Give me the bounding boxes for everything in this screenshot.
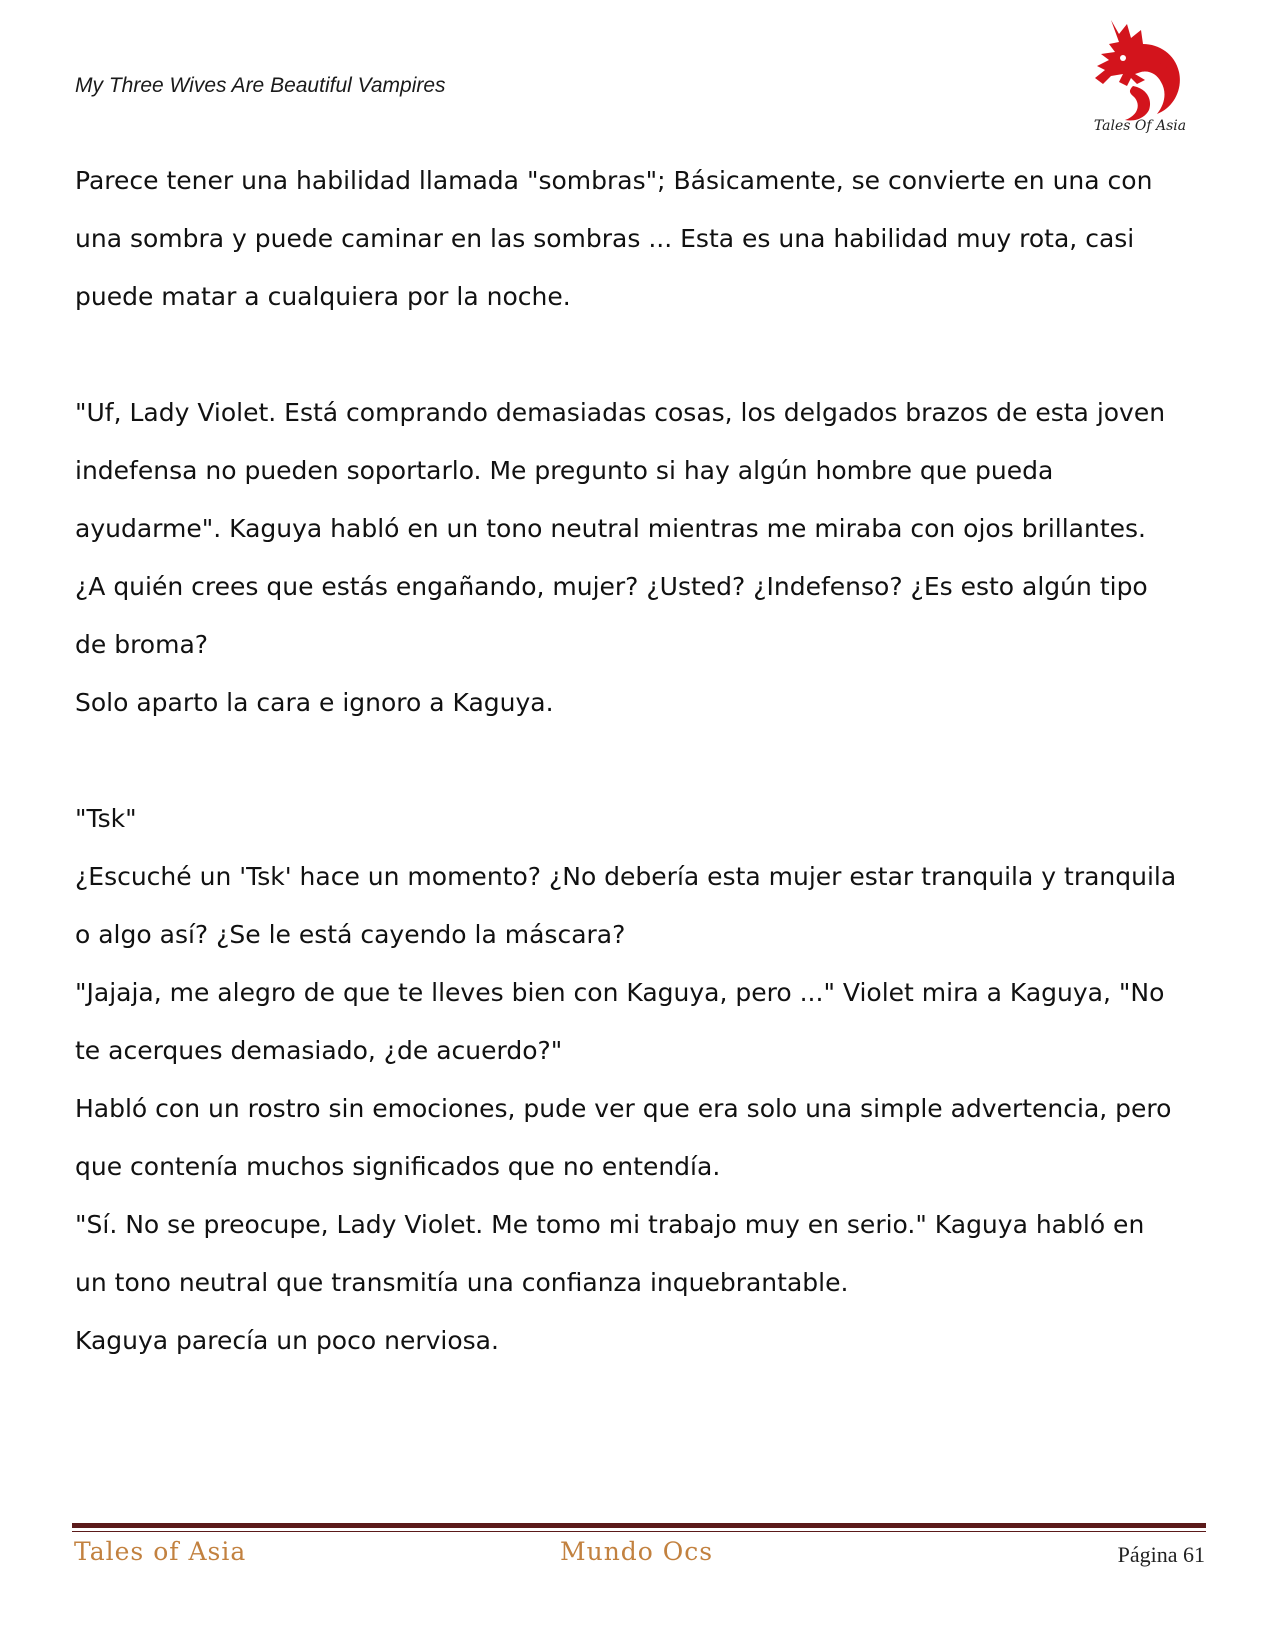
text-line: una sombra y puede caminar en las sombras ... Esta es una habilidad muy rota, casi xyxy=(75,224,1135,253)
text-line: "Jajaja, me alegro de que te lleves bien con Kaguya, pero ..." Violet mira a Kaguya, "No xyxy=(75,978,1165,1007)
text-line: Habló con un rostro sin emociones, pude ver que era solo una simple advertencia, pero xyxy=(75,1094,1172,1123)
text-line: "Sí. No se preocupe, Lady Violet. Me tomo mi trabajo muy en serio." Kaguya habló en xyxy=(75,1210,1145,1239)
text-line: te acerques demasiado, ¿de acuerdo?" xyxy=(75,1036,563,1065)
tales-of-asia-logo xyxy=(1075,14,1205,138)
text-line: de broma? xyxy=(75,630,209,659)
text-line: "Tsk" xyxy=(75,804,137,833)
page-header-title: My Three Wives Are Beautiful Vampires xyxy=(75,74,446,97)
text-line: ¿A quién crees que estás engañando, mujer? ¿Usted? ¿Indefenso? ¿Es esto algún tipo xyxy=(75,572,1148,601)
page-number: Página 61 xyxy=(1117,1542,1205,1567)
text-line: o algo así? ¿Se le está cayendo la máscara? xyxy=(75,920,626,949)
text-line: ayudarme". Kaguya habló en un tono neutral mientras me miraba con ojos brillantes. xyxy=(75,514,1146,543)
footer-site-name: Tales of Asia xyxy=(74,1537,247,1566)
text-line: Parece tener una habilidad llamada "sombras"; Básicamente, se convierte en una con xyxy=(75,166,1153,195)
paragraph-gap xyxy=(75,732,1205,790)
footer-center-text: Mundo Ocs xyxy=(560,1537,714,1566)
text-line: un tono neutral que transmitía una confianza inquebrantable. xyxy=(75,1268,849,1297)
footer-rule xyxy=(72,1523,1206,1528)
body-text xyxy=(75,152,1205,1370)
paragraph-gap xyxy=(75,326,1205,384)
text-line: Kaguya parecía un poco nerviosa. xyxy=(75,1326,499,1355)
text-line: "Uf, Lady Violet. Está comprando demasiadas cosas, los delgados brazos de esta joven xyxy=(75,398,1166,427)
text-line: que contenía muchos significados que no entendía. xyxy=(75,1152,721,1181)
text-line: Solo aparto la cara e ignoro a Kaguya. xyxy=(75,688,554,717)
text-line: indefensa no pueden soportarlo. Me pregunto si hay algún hombre que pueda xyxy=(75,456,1054,485)
footer-rule-thin xyxy=(72,1531,1206,1532)
text-line: puede matar a cualquiera por la noche. xyxy=(75,282,571,311)
logo-text: Tales Of Asia xyxy=(1093,118,1187,134)
text-line: ¿Escuché un 'Tsk' hace un momento? ¿No debería esta mujer estar tranquila y tranquila xyxy=(75,862,1177,891)
